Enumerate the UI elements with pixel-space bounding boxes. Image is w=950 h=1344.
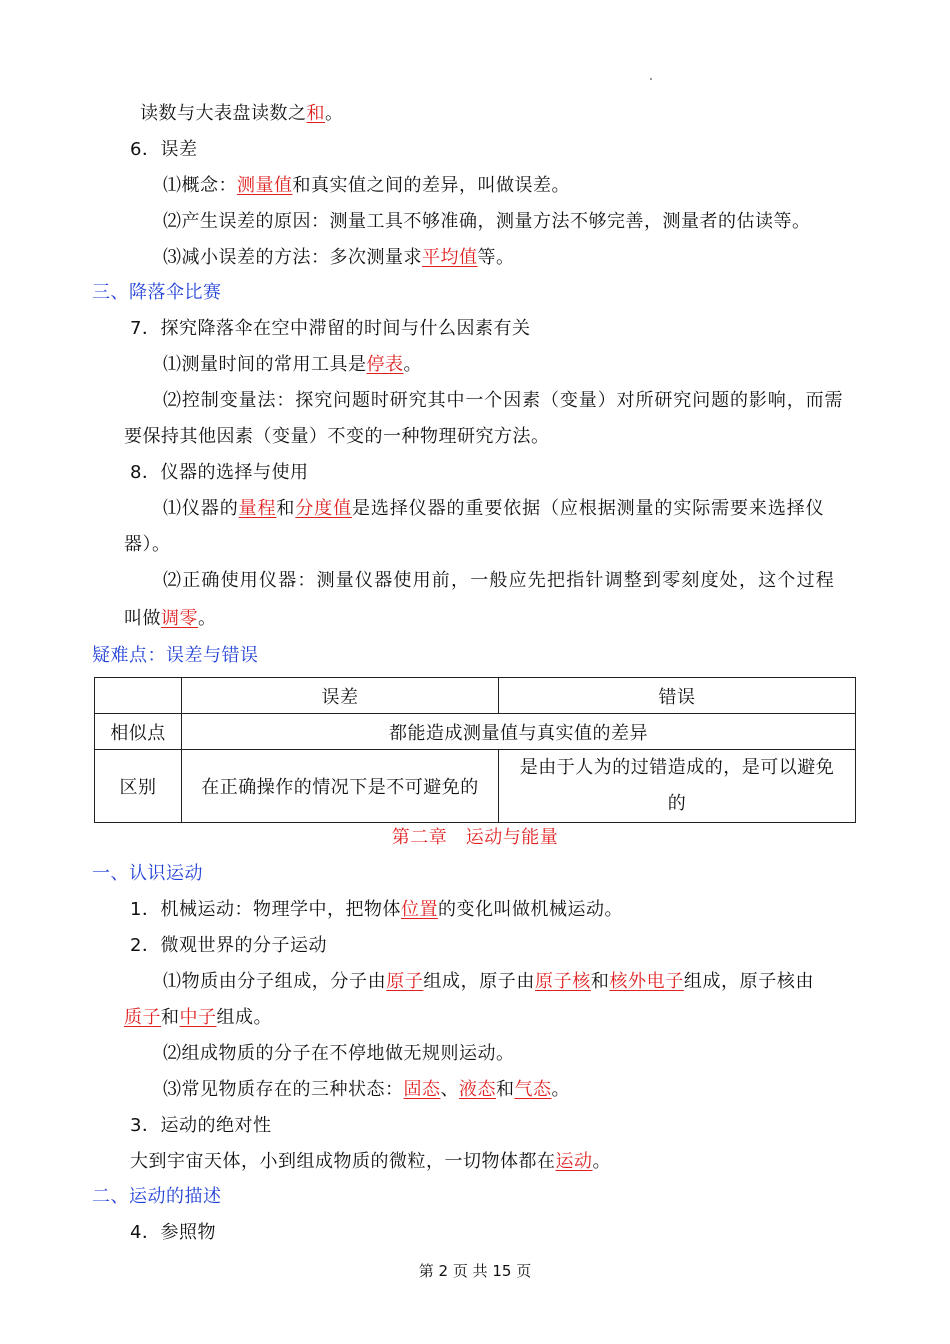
item-heading: 6．误差 xyxy=(130,139,198,160)
text-line: 1．机械运动：物理学中，把物体位置的变化叫做机械运动。 xyxy=(130,899,623,920)
answer-blank: 调零 xyxy=(161,608,198,629)
answer-blank: 分度值 xyxy=(295,498,353,519)
table-cell: 都能造成测量值与真实值的差异 xyxy=(182,714,856,750)
text-line: ⑵控制变量法：探究问题时研究其中一个因素（变量）对所研究问题的影响，而需 xyxy=(163,390,844,411)
text-line: ⑵组成物质的分子在不停地做无规则运动。 xyxy=(163,1043,515,1064)
answer-blank: 原子 xyxy=(386,971,424,992)
chapter-title: 第二章 运动与能量 xyxy=(391,827,559,848)
text-line: ⑴仪器的量程和分度值是选择仪器的重要依据（应根据测量的实际需要来选择仪 xyxy=(163,498,825,519)
answer-blank: 测量值 xyxy=(237,175,293,196)
item-heading: 2．微观世界的分子运动 xyxy=(130,935,327,956)
table-cell xyxy=(499,750,856,823)
table-cell: 相似点 xyxy=(95,714,182,750)
table-cell: 在正确操作的情况下是不可避免的 xyxy=(182,750,499,823)
section-heading: 二、运动的描述 xyxy=(92,1186,222,1207)
text-line: 叫做调零。 xyxy=(124,608,217,629)
answer-blank: 原子核 xyxy=(535,971,591,992)
answer-blank: 运动 xyxy=(555,1151,593,1172)
answer-blank: 液态 xyxy=(459,1079,496,1100)
text-line: 要保持其他因素（变量）不变的一种物理研究方法。 xyxy=(124,426,550,447)
answer-blank: 气态 xyxy=(514,1079,552,1100)
answer-blank: 固态 xyxy=(403,1079,441,1100)
page-footer: 第 2 页 共 15 页 xyxy=(418,1262,532,1280)
text-line: ⑵正确使用仪器：测量仪器使用前，一般应先把指针调整到零刻度处，这个过程 xyxy=(163,570,835,591)
section-heading: 三、降落伞比赛 xyxy=(92,282,222,303)
text-line: ⑴物质由分子组成，分子由原子组成，原子由原子核和核外电子组成，原子核由 xyxy=(163,971,815,992)
table-row xyxy=(95,714,856,750)
answer-blank: 中子 xyxy=(179,1007,217,1028)
text-line: 器）。 xyxy=(124,534,171,555)
table-row xyxy=(95,750,856,823)
table-cell: 区别 xyxy=(95,750,182,823)
text-line: ⑴测量时间的常用工具是停表。 xyxy=(163,354,422,375)
table-header-row xyxy=(95,678,856,714)
text-line: 质子和中子组成。 xyxy=(124,1007,272,1028)
item-heading: 8．仪器的选择与使用 xyxy=(130,462,309,483)
answer-blank: 位置 xyxy=(400,899,438,920)
answer-blank: 平均值 xyxy=(422,247,478,268)
section-heading: 疑难点：误差与错误 xyxy=(92,645,259,666)
text-line: ⑵产生误差的原因：测量工具不够准确，测量方法不够完善，测量者的估读等。 xyxy=(163,211,811,232)
cell-line: 是由于人为的过错造成的，是可以避免 xyxy=(519,757,835,778)
text-line: 大到宇宙天体，小到组成物质的微粒，一切物体都在运动。 xyxy=(130,1151,611,1172)
item-heading: 3．运动的绝对性 xyxy=(130,1115,272,1136)
text-line: ⑴概念：测量值和真实值之间的差异，叫做误差。 xyxy=(163,175,570,196)
table-cell xyxy=(95,678,182,714)
answer-blank: 量程 xyxy=(238,498,277,519)
answer-blank: 核外电子 xyxy=(609,971,684,992)
answer-blank: 停表 xyxy=(366,354,404,375)
comparison-table xyxy=(94,677,856,823)
item-heading: 4．参照物 xyxy=(130,1222,216,1243)
text-line: 读数与大表盘读数之和。 xyxy=(140,103,344,124)
section-heading: 一、认识运动 xyxy=(92,863,203,884)
cell-line: 的 xyxy=(667,793,687,814)
answer-blank: 质子 xyxy=(124,1007,161,1028)
item-heading: 7．探究降落伞在空中滞留的时间与什么因素有关 xyxy=(130,318,531,339)
text-line: ⑶常见物质存在的三种状态：固态、液态和气态。 xyxy=(163,1079,570,1100)
stray-dot xyxy=(650,78,652,80)
table-header: 错误 xyxy=(499,678,856,714)
text-line: ⑶减小误差的方法：多次测量求平均值等。 xyxy=(163,247,515,268)
table-header: 误差 xyxy=(182,678,499,714)
answer-blank: 和 xyxy=(306,103,325,124)
